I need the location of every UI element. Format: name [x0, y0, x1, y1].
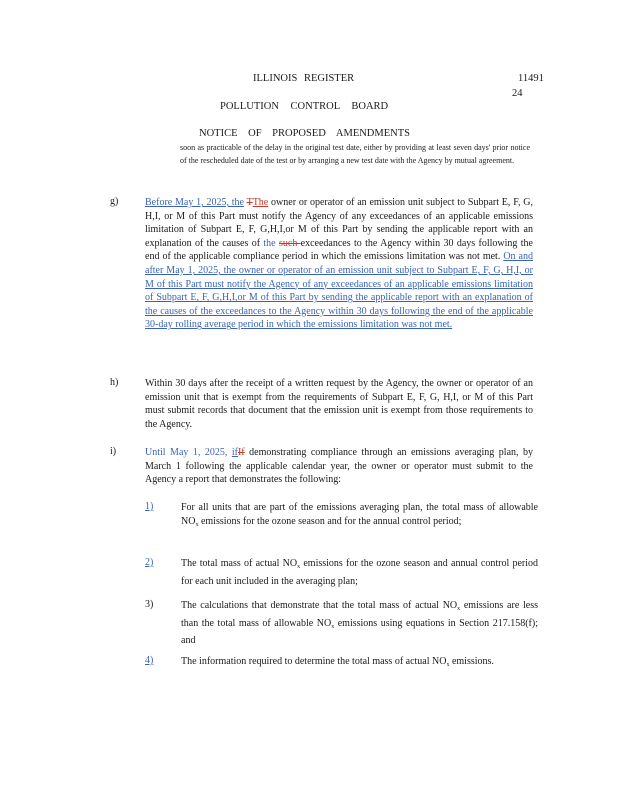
- item-4-number: 4): [145, 655, 154, 666]
- section-i-label: i): [110, 446, 117, 457]
- section-i-text: demonstrating compliance through an emissions averaging plan, by March 1 following the applicable calendar year, the owner or operator must submit to the Agency a report that demonstrates the following:: [145, 447, 534, 486]
- section-i-paragraph: [145, 446, 533, 487]
- section-g-text-1: owner or operator of an emission unit subject to Subpart E, F, G, H,I, or M of this Part must notify the Agency of any exceedances of an applicable emissions limitation of Subpart E, F, G,H,I,or M of this Part by sending the applicable report with an explanation of the causes of: [145, 197, 533, 249]
- inserted-the-2: the: [263, 237, 276, 249]
- section-h-label: h): [110, 377, 119, 388]
- item-1-text: For all units that are part of the emissions averaging plan, the total mass of allowable $NO_x$ emissions for the ozone season and for the annual control period;: [181, 502, 538, 528]
- item-2-number: 2): [145, 557, 154, 568]
- deleted-such: such: [278, 237, 301, 249]
- section-g-text-2: exceedances to the Agency within 30 days following the end of the applicable compliance period in which the emissions limitation was not met.: [145, 237, 533, 263]
- carryover-paragraph: soon as practicable of the delay in the original test date, either by providing at least seven days' prior notice of the rescheduled date of the test or by arranging a new test date with the Agency by mutual agreement.: [180, 143, 530, 165]
- deleted-t: T: [246, 197, 253, 208]
- section-g-paragraph: [145, 196, 533, 332]
- insert-after-date-paragraph: On and after May 1, 2025, the owner or operator of an emission unit subject to Subpart E, F, G, H,I, or M of this Part must notify the Agency of any exceedances of an applicable emissions limitation of Subpart E, F, G,H,I,or M of this Part by sending the applicable report with an explanation of the causes of the exceedances to the Agency within 30 days following the end of the applicable 30-day rolling average period in which the emissions limitation was not met.: [145, 251, 533, 331]
- page-number: 11491: [518, 73, 544, 84]
- insert-until-date: Until May 1, 2025,: [145, 447, 228, 458]
- board-title: POLLUTION CONTROL BOARD: [220, 101, 389, 112]
- section-h-paragraph: Within 30 days after the receipt of a written request by the Agency, the owner or operator of an emission unit that is exempt from the requirements of Subpart E, F, G, H,I, or M of this Part must submit records that document that the emission unit is exempt from those requirements to the Agency.: [145, 378, 533, 430]
- item-3-text: The calculations that demonstrate that the total mass of actual $NO_x$ emissions are less than the total mass of allowable $NO_x$ emissions using equations in Section 217.158(f); and: [181, 600, 538, 647]
- inserted-if: if: [231, 447, 238, 458]
- deleted-if: If: [237, 447, 245, 458]
- item-1-number: 1): [145, 501, 154, 512]
- insert-before-date: Before May 1, 2025, the: [145, 197, 244, 208]
- item-2-text: The total mass of actual $NO_x$ emissions for the ozone season and annual control period for each unit included in the averaging plan;: [181, 558, 539, 587]
- page-sub-number: 24: [512, 88, 523, 99]
- item-3-number: 3): [145, 599, 154, 610]
- item-4-text: The information required to determine the total mass of actual $NO_x$ emissions.: [181, 656, 494, 668]
- register-title: ILLINOIS REGISTER: [253, 73, 355, 84]
- section-g-label: g): [110, 196, 119, 207]
- notice-title: NOTICE OF PROPOSED AMENDMENTS: [199, 128, 410, 139]
- inserted-the: The: [252, 197, 269, 208]
